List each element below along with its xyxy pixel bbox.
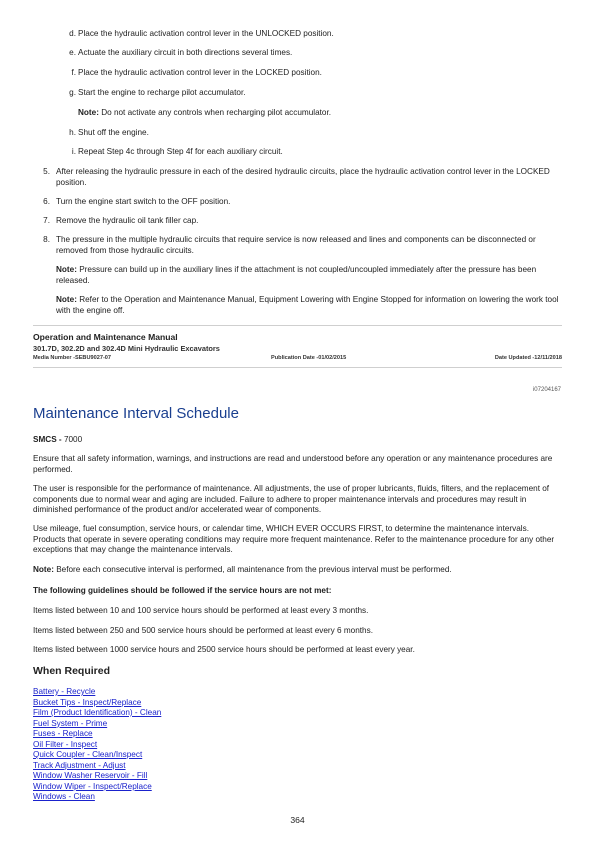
date-updated: Date Updated -12/11/2018: [494, 355, 562, 361]
link-oil-filter-inspect[interactable]: Oil Filter - Inspect: [33, 739, 98, 749]
document-id: i07204167: [532, 387, 561, 393]
media-number: Media Number -SEBU9027-07: [33, 355, 112, 361]
note-label: Note:: [56, 295, 77, 304]
smcs-value: 7000: [63, 435, 83, 444]
link-fuses-replace[interactable]: Fuses - Replace: [33, 729, 93, 738]
list-item-text: Repeat Step 4c through Step 4f for each auxiliary circuit.: [78, 147, 283, 156]
link-fuel-system-prime[interactable]: Fuel System - Prime: [33, 718, 108, 728]
divider: [33, 325, 562, 326]
manual-meta: [33, 355, 562, 363]
list-item-text: Shut off the engine.: [78, 128, 149, 137]
list-item-text: Remove the hydraulic oil tank filler cap.: [56, 216, 199, 225]
note-text: Do not activate any controls when recharging pilot accumulator.: [98, 108, 332, 117]
link-film-clean[interactable]: Film (Product Identification) - Clean: [33, 708, 162, 717]
link-windows-clean[interactable]: Windows - Clean: [33, 792, 95, 801]
list-item-text: Place the hydraulic activation control lever in the UNLOCKED position.: [78, 29, 334, 38]
section-title: Maintenance Interval Schedule: [33, 405, 239, 422]
note-label: Note:: [56, 265, 77, 274]
manual-title: Operation and Maintenance Manual: [33, 332, 178, 342]
link-quick-coupler[interactable]: Quick Coupler - Clean/Inspect: [33, 750, 143, 759]
manual-models: 301.7D, 302.2D and 302.4D Mini Hydraulic Excavators: [33, 344, 220, 353]
link-battery-recycle[interactable]: Battery - Recycle: [33, 687, 96, 696]
note: [78, 108, 331, 119]
list-marker: 8.: [43, 235, 50, 244]
paragraph: Use mileage, fuel consumption, service hours, or calendar time, WHICH EVER OCCURS FIRST, to determine the maintenance intervals. Products that operate in severe operating conditions may require more frequent maintenance. Refer to the maintenance procedure for any other exceptions that may change the maintenance intervals.: [33, 524, 555, 555]
note: [33, 565, 562, 576]
note: [56, 265, 562, 286]
list-marker: h.: [69, 128, 76, 137]
list-marker: d.: [69, 29, 76, 38]
link-track-adjustment[interactable]: Track Adjustment - Adjust: [33, 760, 126, 770]
list-item-text: Actuate the auxiliary circuit in both directions several times.: [78, 48, 293, 57]
list-marker: 7.: [43, 216, 50, 225]
list-item-text: Turn the engine start switch to the OFF position.: [56, 197, 231, 206]
list-marker: g.: [69, 88, 76, 97]
list-marker: 6.: [43, 197, 50, 206]
list-marker: i.: [71, 147, 76, 156]
when-required-heading: When Required: [33, 665, 111, 677]
list-item-text: Start the engine to recharge pilot accumulator.: [78, 88, 246, 97]
link-washer-reservoir[interactable]: Window Washer Reservoir - Fill: [33, 771, 148, 780]
note-label: Note:: [78, 108, 99, 117]
note-label: Note:: [33, 565, 54, 574]
paragraph: Items listed between 1000 service hours and 2500 service hours should be performed at least every year.: [33, 645, 415, 654]
note-text: Pressure can build up in the auxiliary lines if the attachment is not coupled/uncoupled immediately after the pressure has been released.: [56, 265, 537, 285]
list-item-text: After releasing the hydraulic pressure in each of the desired hydraulic circuits, place the hydraulic activation control lever in the LOCKED position.: [56, 167, 550, 187]
list-marker: e.: [69, 48, 76, 57]
list-item-text: The pressure in the multiple hydraulic circuits that require service is now released and lines and components can be disconnected or removed from those hydraulic circuits.: [56, 235, 536, 255]
publication-date: Publication Date -01/02/2015: [271, 355, 347, 361]
paragraph: Items listed between 250 and 500 service hours should be performed at least every 6 months.: [33, 626, 373, 635]
list-marker: f.: [71, 68, 76, 77]
link-window-wiper[interactable]: Window Wiper - Inspect/Replace: [33, 781, 152, 791]
note: [56, 295, 562, 316]
divider: [33, 367, 562, 368]
paragraph: The user is responsible for the performance of maintenance. All adjustments, the use of proper lubricants, fluids, filters, and the replacement of components due to normal wear and aging are included. Failure to adhere to proper maintenance intervals and procedures may result in diminished performance of the product and/or accelerated wear of components.: [33, 484, 550, 515]
note-text: Refer to the Operation and Maintenance Manual, Equipment Lowering with Engine Stopped for information on lowering the work tool with the engine off.: [56, 295, 559, 315]
paragraph: Items listed between 10 and 100 service hours should be performed at least every 3 months.: [33, 606, 369, 615]
note-text: Before each consecutive interval is performed, all maintenance from the previous interval must be performed.: [53, 565, 452, 574]
paragraph: Ensure that all safety information, warnings, and instructions are read and understood before any operation or any maintenance procedures are performed.: [33, 454, 553, 474]
list-marker: 5.: [43, 167, 50, 176]
smcs-code: [33, 435, 562, 446]
page-number: 364: [290, 815, 305, 825]
list-item-text: Place the hydraulic activation control lever in the LOCKED position.: [78, 68, 322, 77]
when-required-links: [33, 687, 333, 803]
guidelines-heading: The following guidelines should be followed if the service hours are not met:: [33, 586, 332, 595]
smcs-label: SMCS -: [33, 435, 64, 444]
link-bucket-tips[interactable]: Bucket Tips - Inspect/Replace: [33, 697, 142, 707]
